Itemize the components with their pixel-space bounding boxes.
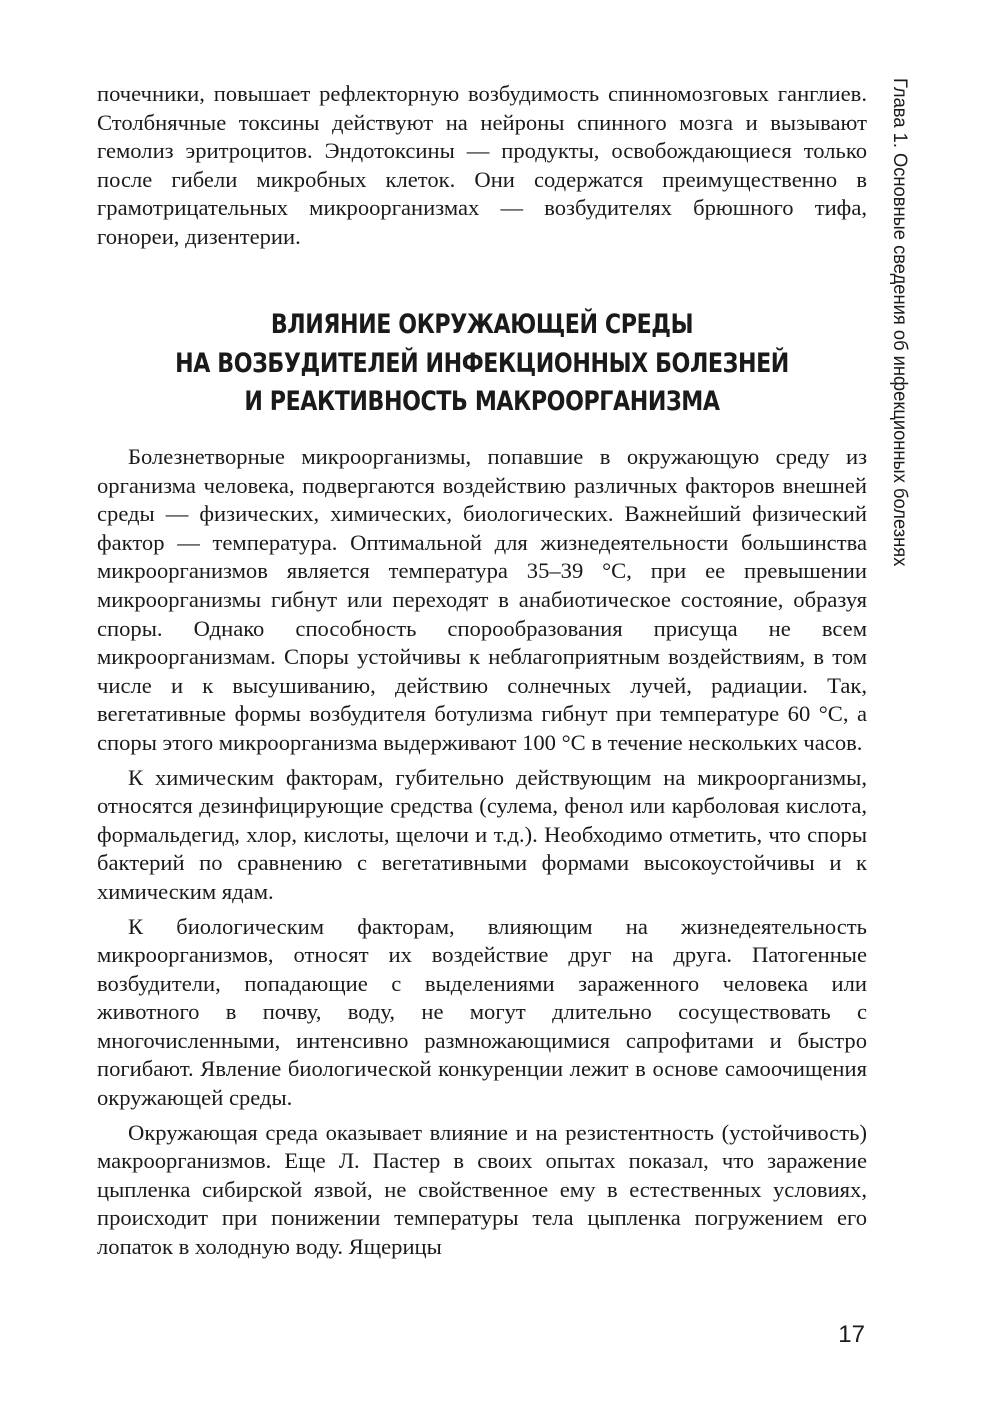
intro-paragraph-block — [97, 80, 867, 252]
page-number: 17 — [838, 1321, 865, 1348]
body-paragraph-1: Болезнетворные микроорганизмы, попавшие в окружающую среду из организма человека, подвергаются воздействию различных факторов внешней среды — физических, химических, биологических. Важнейший физический фактор — температура. Оптимальной для жизнедеятельности большинства микроорганизмов является температура 35–39 °С, при ее превышении микроорганизмы гибнут или переходят в анабиотическое состояние, образуя споры. Однако способность спорообразования присуща не всем микроорганизмам. Споры устойчивы к неблагоприятным воздействиям, в том числе и к высушиванию, действию солнечных лучей, радиации. Так, вегетативные формы возбудителя ботулизма гибнут при температуре 60 °С, а споры этого микроорганизма выдерживают 100 °С в течение нескольких часов. — [97, 444, 867, 755]
section-body — [97, 443, 867, 1268]
running-head-text: Глава 1. Основные сведения об инфекционных болезнях — [889, 78, 910, 567]
intro-paragraph: почечники, повышает рефлекторную возбудимость спинномозговых ганглиев. Столбнячные токсины действуют на нейроны спинного мозга и вызывают гемолиз эритроцитов. Эндотоксины — продукты, освобождающиеся только после гибели микробных клеток. Они содержатся преимущественно в грамотрицательных микроорганизмах — возбудителях брюшного тифа, гонореи, дизентерии. — [97, 81, 867, 249]
body-paragraph-3: К биологическим факторам, влияющим на жизнедеятельность микроорганизмов, относят их воздействие друг на друга. Патогенные возбудители, попадающие с выделениями зараженного человека или животного в почву, воду, не могут длительно сосуществовать с многочисленными, интенсивно размножающимися сапрофитами и быстро погибают. Явление биологической конкуренции лежит в основе самоочищения окружающей среды. — [97, 913, 867, 1111]
section-heading-line-1: ВЛИЯНИЕ ОКРУЖАЮЩЕЙ СРЕДЫ — [270, 309, 694, 340]
running-head — [886, 78, 912, 618]
body-paragraph-2: К химическим факторам, губительно действующим на микроорганизмы, относятся дезинфицирующие средства (сулема, фенол или карболовая кислота, формальдегид, хлор, кислоты, щелочи и т.д.). Необходимо отметить, что споры бактерий по сравнению с вегетативными формами высокоустойчивы и к химическим ядам. — [97, 764, 867, 904]
body-paragraph-4: Окружающая среда оказывает влияние и на резистентность (устойчивость) макроорганизмов. Еще Л. Пастер в своих опытах показал, что заражение цыпленка сибирской язвой, не свойственное ему в естественных условиях, происходит при понижении температуры тела цыпленка погружением его лопаток в холодную воду. Ящерицы — [97, 1119, 867, 1260]
section-heading-line-3: И РЕАКТИВНОСТЬ МАКРООРГАНИЗМА — [244, 386, 720, 417]
section-heading — [166, 306, 797, 422]
section-heading-line-2: НА ВОЗБУДИТЕЛЕЙ ИНФЕКЦИОННЫХ БОЛЕЗНЕЙ — [175, 347, 789, 379]
